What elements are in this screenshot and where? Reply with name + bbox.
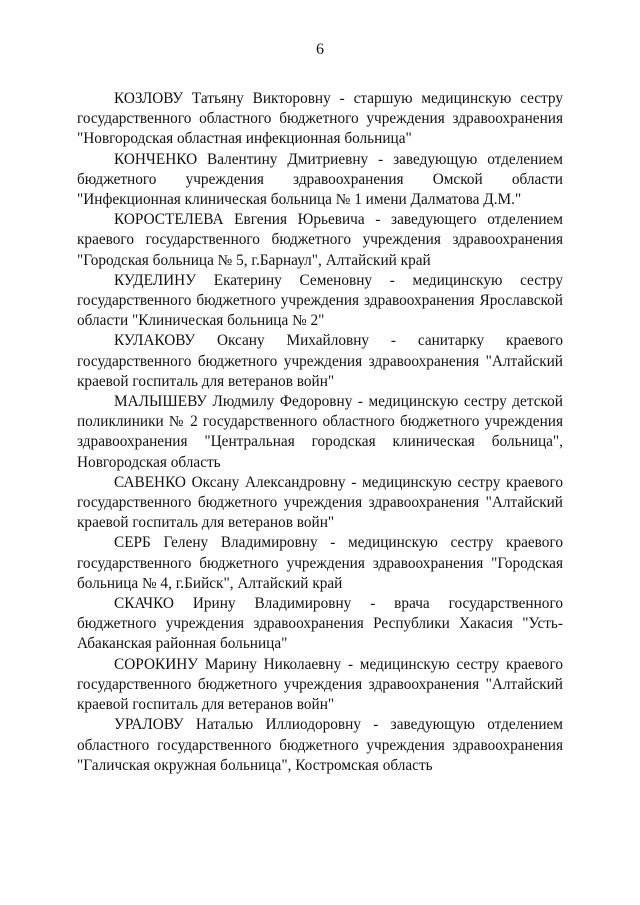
list-item: КОНЧЕНКО Валентину Дмитриевну - заведующую отделением бюджетного учреждения здравоохранения Омской области "Инфекционная клиническая больница № 1 имени Далматова Д.М."	[77, 150, 563, 209]
award-list	[77, 89, 563, 776]
list-item: КУЛАКОВУ Оксану Михайловну - санитарку краевого государственного бюджетного учреждения здравоохранения "Алтайский краевой госпиталь для ветеранов войн"	[77, 332, 563, 390]
list-item: УРАЛОВУ Наталью Иллиодоровну - заведующую отделением областного государственного бюджетного учреждения здравоохранения "Галичская окружная больница", Костромская область	[77, 716, 563, 774]
list-item: КОРОСТЕЛЕВА Евгения Юрьевича - заведующего отделением краевого государственного бюджетного учреждения здравоохранения "Городская больница № 5, г.Барнаул", Алтайский край	[77, 211, 563, 269]
list-item: СОРОКИНУ Марину Николаевну - медицинскую сестру краевого государственного бюджетного учреждения здравоохранения "Алтайский краевой госпиталь для ветеранов войн"	[77, 655, 563, 714]
list-item: САВЕНКО Оксану Александровну - медицинскую сестру краевого государственного бюджетного учреждения здравоохранения "Алтайский краевой госпиталь для ветеранов войн"	[77, 473, 563, 532]
list-item: КОЗЛОВУ Татьяну Викторовну - старшую медицинскую сестру государственного областного бюджетного учреждения здравоохранения "Новгородская областная инфекционная больница"	[77, 90, 563, 148]
list-item: КУДЕЛИНУ Екатерину Семеновну - медицинскую сестру государственного бюджетного учреждения здравоохранения Ярославской области "Клиническая больница № 2"	[77, 271, 563, 330]
list-item: СКАЧКО Ирину Владимировну - врача государственного бюджетного учреждения здравоохранения Республики Хакасия "Усть-Абаканская районная больница"	[77, 595, 563, 653]
list-item: СЕРБ Гелену Владимировну - медицинскую сестру краевого государственного бюджетного учреждения здравоохранения "Городская больница № 4, г.Бийск", Алтайский край	[77, 534, 563, 592]
page-number: 6	[316, 41, 324, 58]
list-item: МАЛЫШЕВУ Людмилу Федоровну - медицинскую сестру детской поликлиники № 2 государственного областного бюджетного учреждения здравоохранения "Центральная городская клиническая больница", Новгородская область	[77, 393, 563, 471]
